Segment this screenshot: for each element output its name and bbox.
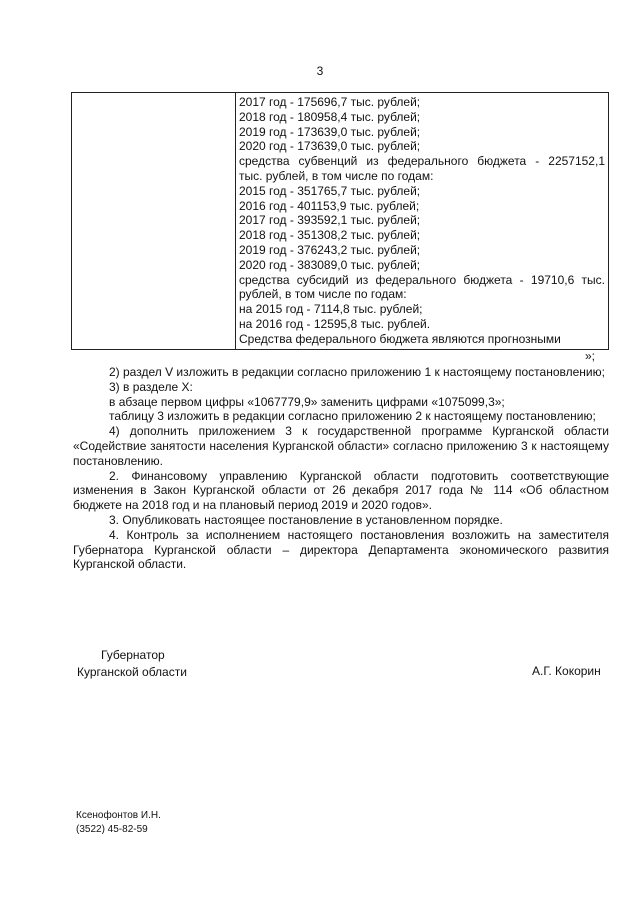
paragraph: 4. Контроль за исполнением настоящего постановления возложить на заместителя Губернатора Курганской области – директора Департамента экономического развития Курганской области.	[73, 527, 609, 572]
table-line: рублей, в том числе по годам:	[239, 287, 407, 302]
page-number: 3	[316, 64, 324, 78]
paragraph: 3. Опубликовать настоящее постановление в установленном порядке.	[109, 512, 503, 527]
budget-table	[71, 92, 609, 350]
table-line: тыс. рублей, в том числе по годам:	[239, 168, 434, 183]
table-line: 2018 год - 180958,4 тыс. рублей;	[239, 109, 421, 124]
table-line: 2016 год - 401153,9 тыс. рублей;	[239, 198, 420, 213]
body-text	[73, 365, 609, 572]
executor-phone: (3522) 45-82-59	[76, 824, 148, 835]
paragraph: таблицу 3 изложить в редакции согласно приложению 2 к настоящему постановлению;	[109, 409, 596, 424]
table-cell-content	[239, 95, 605, 347]
table-line: средства субвенций из федерального бюджета - 2257152,1	[239, 154, 605, 169]
table-line: 2020 год - 173639,0 тыс. рублей;	[239, 139, 421, 154]
paragraph: 4) дополнить приложением 3 к государственной программе Курганской области «Содействие занятости населения Курганской области» согласно приложению 3 к настоящему постановлению.	[73, 424, 609, 468]
signatory-position: Губернатор	[101, 648, 165, 662]
closing-quote: »;	[585, 349, 596, 363]
table-line: на 2015 год - 7114,8 тыс. рублей;	[239, 302, 423, 317]
signatory-title	[77, 647, 187, 681]
table-line: 2015 год - 351765,7 тыс. рублей;	[239, 183, 421, 198]
table-line: 2019 год - 173639,0 тыс. рублей;	[239, 124, 421, 139]
table-line: средства субсидий из федерального бюджета - 19710,6 тыс.	[239, 272, 605, 287]
paragraph: 2. Финансовому управлению Курганской области подготовить соответствующие изменения в Закон Курганской области от 26 декабря 2017 года № 114 «Об областном бюджете на 2018 год и на плановый период 2019 и 2020 годов».	[73, 468, 609, 513]
executor-block	[76, 809, 161, 837]
paragraph: 2) раздел V изложить в редакции согласно приложению 1 к настоящему постановлению;	[109, 365, 605, 379]
table-line: Средства федерального бюджета являются прогнозными	[239, 331, 561, 346]
table-line: 2018 год - 351308,2 тыс. рублей;	[239, 228, 421, 243]
executor-name: Ксенофонтов И.Н.	[76, 810, 161, 821]
table-line: на 2016 год - 12595,8 тыс. рублей.	[239, 316, 431, 331]
paragraph: 3) в разделе X:	[109, 379, 193, 394]
signatory-name: А.Г. Кокорин	[532, 664, 601, 678]
signatory-region: Курганской области	[77, 665, 187, 679]
table-line: 2017 год - 393592,1 тыс. рублей;	[239, 213, 421, 228]
table-line: 2017 год - 175696,7 тыс. рублей;	[239, 95, 421, 109]
paragraph: в абзаце первом цифры «1067779,9» заменить цифрами «1075099,3»;	[109, 394, 505, 409]
table-column-divider	[235, 93, 236, 349]
table-line: 2019 год - 376243,2 тыс. рублей;	[239, 242, 421, 257]
table-line: 2020 год - 383089,0 тыс. рублей;	[239, 257, 421, 272]
